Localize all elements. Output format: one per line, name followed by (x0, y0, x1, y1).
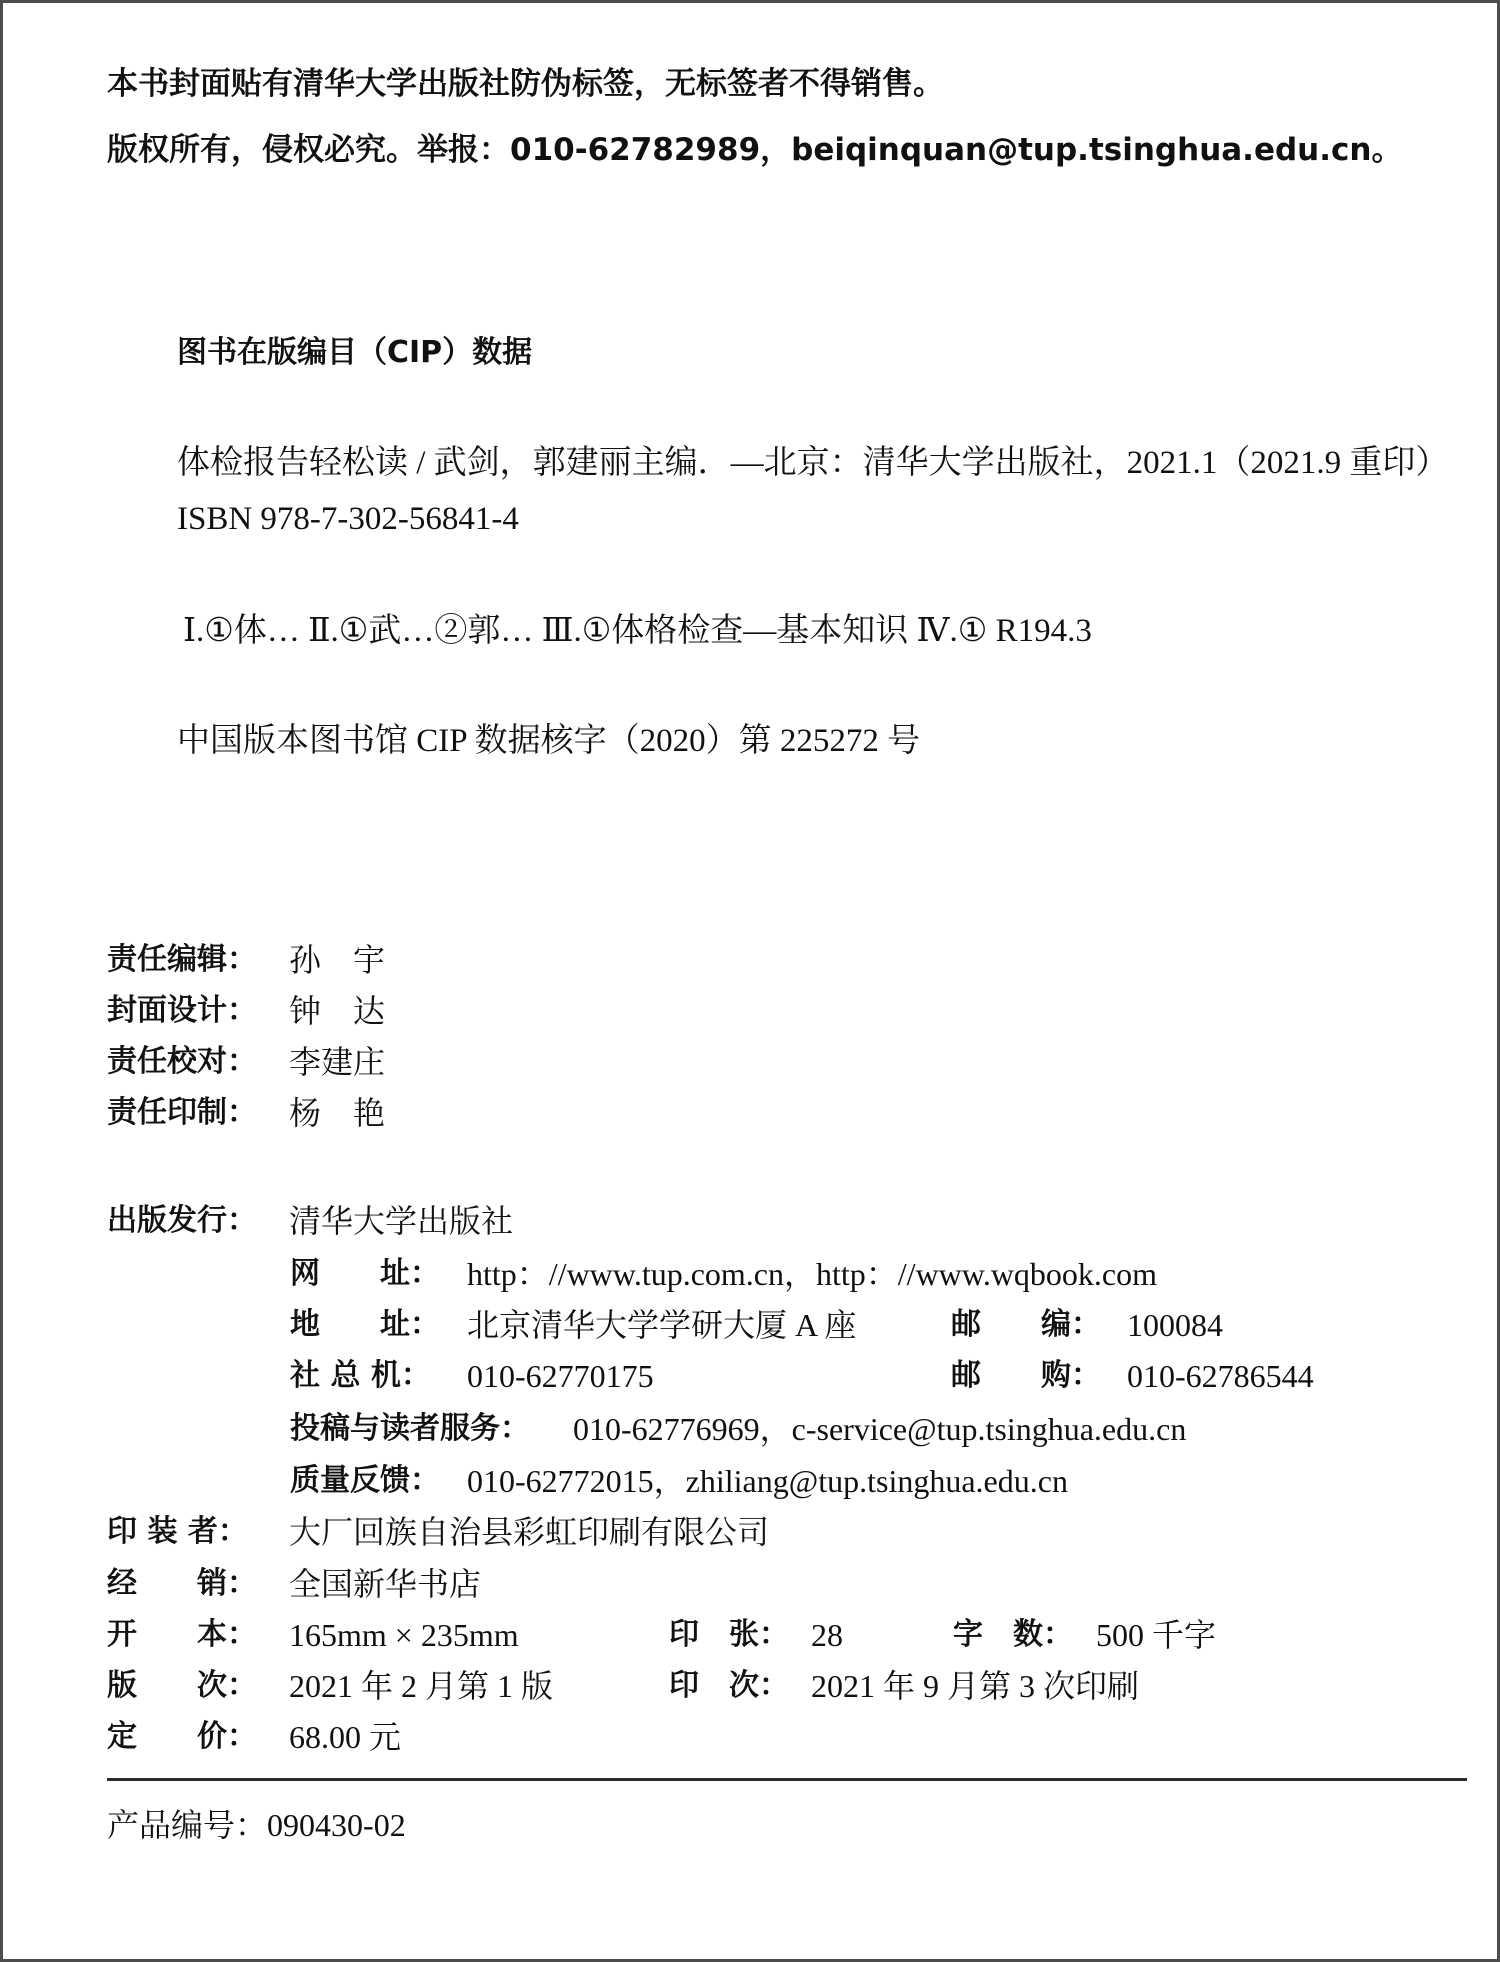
sheets-label: 印 张： (669, 1617, 789, 1652)
staff-value-cover-design: 钟 达 (289, 993, 386, 1029)
quality-feedback-value[interactable]: 010-62772015，zhiliang@tup.tsinghua.edu.cn (467, 1463, 1068, 1499)
anti-counterfeit-notice: 本书封面贴有清华大学出版社防伪标签，无标签者不得销售。 (107, 66, 944, 102)
address-label: 地 址： (290, 1307, 440, 1342)
printer-label: 印 装 者： (107, 1514, 248, 1549)
distributor-value: 全国新华书店 (289, 1566, 482, 1602)
website-value[interactable]: http：//www.tup.com.cn，http：//www.wqbook.com (467, 1256, 1158, 1292)
switchboard-value: 010-62770175 (467, 1358, 654, 1394)
price-label: 定 价： (107, 1719, 257, 1754)
edition-label: 版 次： (107, 1668, 257, 1703)
publisher-name: 清华大学出版社 (289, 1203, 514, 1239)
divider-line (107, 1778, 1467, 1781)
quality-feedback-label: 质量反馈： (290, 1463, 440, 1498)
format-value: 165mm × 235mm (289, 1617, 519, 1653)
impression-label: 印 次： (669, 1668, 789, 1703)
copyright-notice: 版权所有，侵权必究。举报：010-62782989，beiqinquan@tup.tsinghua.edu.cn。 (107, 132, 1403, 168)
staff-value-print-supervisor: 杨 艳 (289, 1095, 386, 1131)
word-count-value: 500 千字 (1096, 1617, 1217, 1653)
publisher-label: 出版发行： (107, 1203, 257, 1238)
reader-service-value[interactable]: 010-62776969，c-service@tup.tsinghua.edu.cn (573, 1411, 1187, 1447)
switchboard-label: 社 总 机： (290, 1358, 431, 1393)
cip-title: 图书在版编目（CIP）数据 (177, 335, 533, 370)
mailorder-label: 邮 购： (951, 1358, 1101, 1393)
price-value: 68.00 元 (289, 1719, 402, 1755)
word-count-label: 字 数： (953, 1617, 1073, 1652)
cip-classification: Ⅰ.①体… Ⅱ.①武…②郭… Ⅲ.①体格检查—基本知识 Ⅳ.① R194.3 (183, 613, 1092, 649)
cip-record: 体检报告轻松读 / 武剑，郭建丽主编．—北京：清华大学出版社，2021.1（2021.9 重印） (177, 445, 1449, 481)
cip-isbn: ISBN 978-7-302-56841-4 (177, 501, 519, 537)
reader-service-label: 投稿与读者服务： (290, 1411, 530, 1446)
impression-value: 2021 年 9 月第 3 次印刷 (811, 1668, 1140, 1704)
sheets-value: 28 (811, 1617, 843, 1653)
staff-value-editor: 孙 宇 (289, 942, 386, 978)
edition-value: 2021 年 2 月第 1 版 (289, 1668, 554, 1704)
staff-label-proofreader: 责任校对： (107, 1044, 257, 1079)
mailorder-value: 010-62786544 (1127, 1358, 1314, 1394)
staff-label-print-supervisor: 责任印制： (107, 1095, 257, 1130)
postcode-label: 邮 编： (951, 1307, 1101, 1342)
product-code: 产品编号：090430-02 (107, 1807, 406, 1843)
website-label: 网 址： (290, 1256, 440, 1291)
staff-label-cover-design: 封面设计： (107, 993, 257, 1028)
address-value: 北京清华大学学研大厦 A 座 (467, 1307, 857, 1343)
staff-value-proofreader: 李建庄 (289, 1044, 386, 1080)
format-label: 开 本： (107, 1617, 257, 1652)
distributor-label: 经 销： (107, 1566, 257, 1601)
postcode-value: 100084 (1127, 1307, 1223, 1343)
product-code-value: 090430-02 (267, 1807, 406, 1843)
printer-value: 大厂回族自治县彩虹印刷有限公司 (289, 1514, 770, 1550)
product-code-label: 产品编号 (107, 1807, 236, 1843)
staff-label-editor: 责任编辑： (107, 942, 257, 977)
cip-verification: 中国版本图书馆 CIP 数据核字（2020）第 225272 号 (177, 723, 921, 759)
